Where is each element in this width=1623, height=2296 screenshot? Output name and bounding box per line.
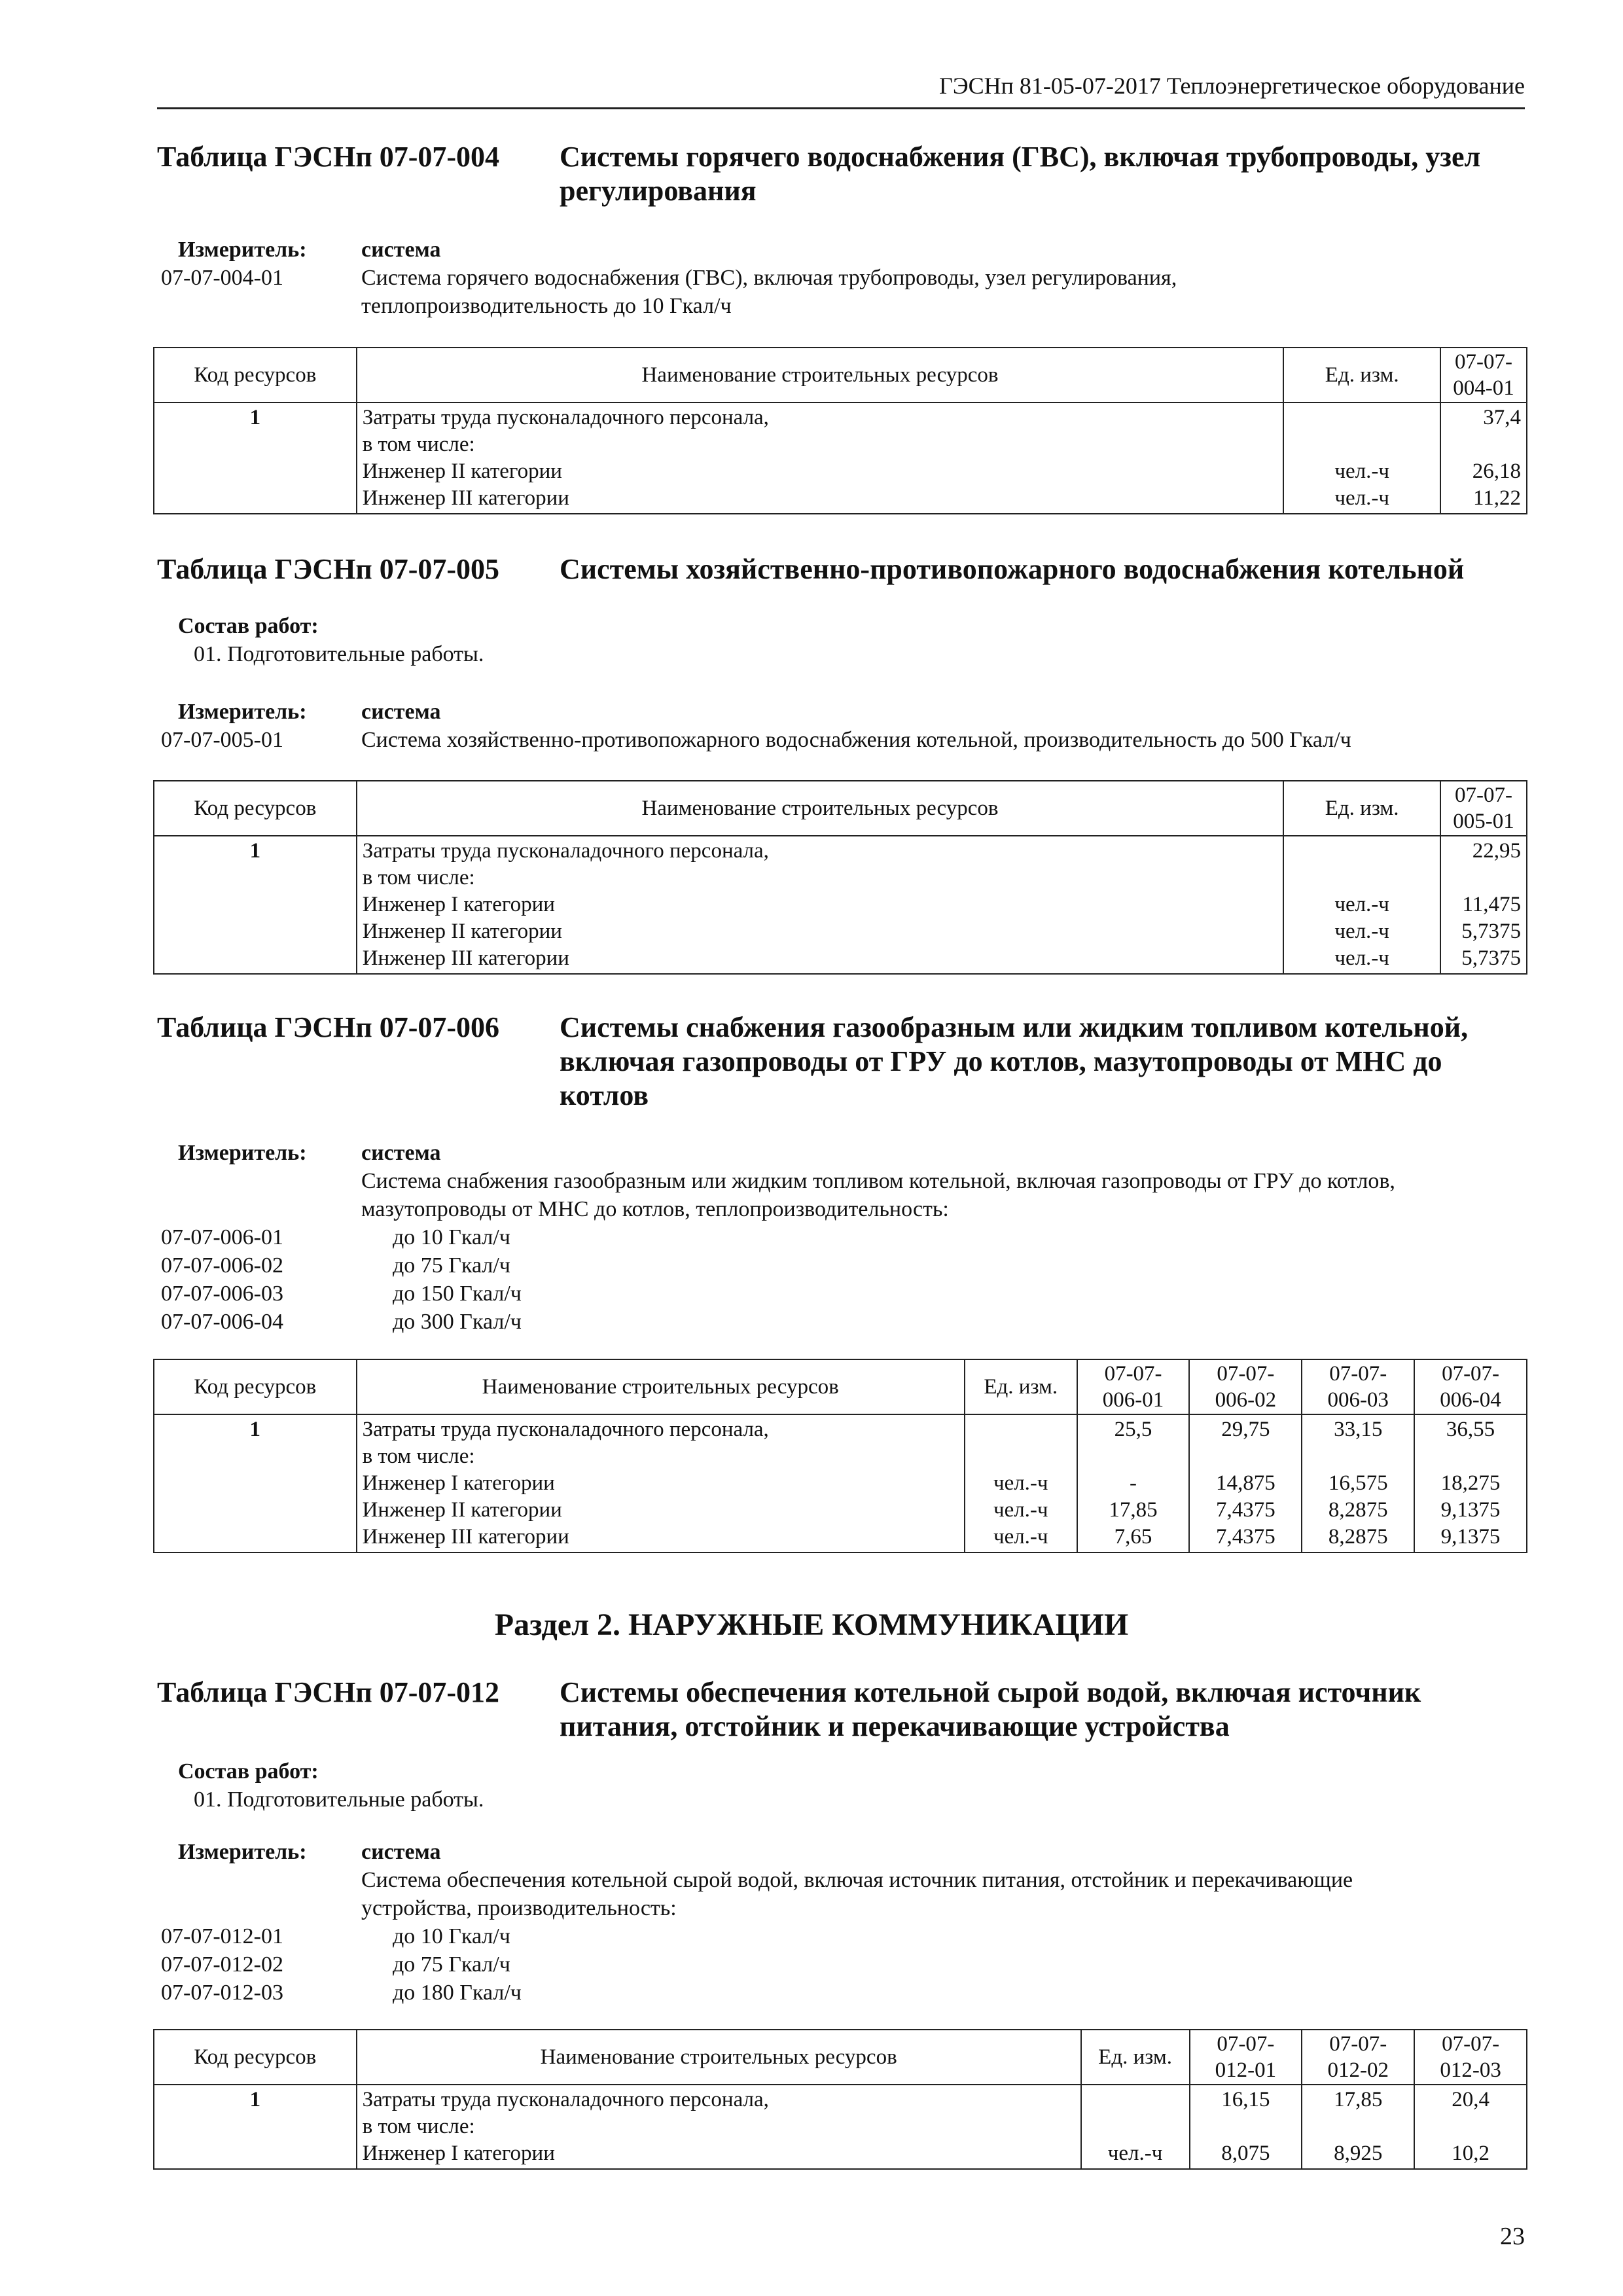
norm-desc-004-01-line2: теплопроизводительность до 10 Гкал/ч bbox=[361, 294, 732, 318]
col-header-norm: 07-07- 006-02 bbox=[1189, 1359, 1302, 1414]
meter-value-006: система bbox=[361, 1141, 441, 1165]
table-row bbox=[154, 1414, 1527, 1552]
resource-value: 20,4 10,2 bbox=[1414, 2085, 1527, 2169]
resource-value: 36,55 18,275 9,1375 9,1375 bbox=[1414, 1414, 1527, 1552]
norm-code-012-01: 07-07-012-01 bbox=[161, 1924, 283, 1948]
col-header-name: Наименование строительных ресурсов bbox=[357, 1359, 965, 1414]
col-header-norm: 07-07- 012-03 bbox=[1414, 2030, 1527, 2085]
resource-unit: чел.-ч bbox=[1081, 2085, 1190, 2169]
col-header-name: Наименование строительных ресурсов bbox=[357, 2030, 1081, 2085]
table-title-012: Системы обеспечения котельной сырой водой, включая источник питания, отстойник и перекачивающие устройства bbox=[560, 1676, 1421, 1742]
norm-code-006-03: 07-07-006-03 bbox=[161, 1282, 283, 1306]
norm-code-006-01: 07-07-006-01 bbox=[161, 1225, 283, 1249]
resource-value: 37,4 26,18 11,22 bbox=[1440, 403, 1527, 514]
resource-table-006 bbox=[153, 1359, 1527, 1553]
table-row bbox=[154, 2085, 1527, 2169]
norm-item-006-01: до 10 Гкал/ч bbox=[393, 1225, 510, 1249]
norm-code-012-03: 07-07-012-03 bbox=[161, 1981, 283, 2005]
table-label-012: Таблица ГЭСНп 07-07-012 bbox=[157, 1676, 500, 1708]
col-header-norm: 07-07- 012-01 bbox=[1190, 2030, 1302, 2085]
col-header-unit: Ед. изм. bbox=[965, 1359, 1077, 1414]
norm-desc-004-01-line1: Система горячего водоснабжения (ГВС), включая трубопроводы, узел регулирования, bbox=[361, 266, 1177, 290]
composition-label-005: Состав работ: bbox=[178, 614, 319, 638]
resource-value: 33,15 16,575 8,2875 8,2875 bbox=[1302, 1414, 1414, 1552]
table-title-006: Системы снабжения газообразным или жидким топливом котельной, включая газопроводы от ГРУ до котлов, мазутопроводы от МНС до котлов bbox=[560, 1011, 1469, 1111]
meter-label-012: Измеритель: bbox=[178, 1840, 307, 1864]
norm-code-006-04: 07-07-006-04 bbox=[161, 1310, 283, 1334]
page-number: 23 bbox=[1500, 2223, 1525, 2250]
table-label-005: Таблица ГЭСНп 07-07-005 bbox=[157, 553, 500, 585]
norm-desc-006-line1: Система снабжения газообразным или жидким топливом котельной, включая газопроводы от ГРУ до котлов, bbox=[361, 1169, 1395, 1193]
meter-value-004: система bbox=[361, 238, 441, 262]
resource-value: 25,5 - 17,85 7,65 bbox=[1077, 1414, 1190, 1552]
col-header-unit: Ед. изм. bbox=[1283, 781, 1440, 836]
col-header-unit: Ед. изм. bbox=[1081, 2030, 1190, 2085]
composition-label-012: Состав работ: bbox=[178, 1759, 319, 1784]
resource-unit: чел.-ч чел.-ч bbox=[1283, 403, 1440, 514]
norm-item-012-03: до 180 Гкал/ч bbox=[393, 1981, 522, 2005]
resource-name: Затраты труда пусконаладочного персонала, в том числе: Инженер I категории bbox=[357, 2085, 1081, 2169]
col-header-code: Код ресурсов bbox=[154, 1359, 357, 1414]
resource-code: 1 bbox=[154, 836, 357, 974]
col-header-code: Код ресурсов bbox=[154, 2030, 357, 2085]
norm-item-006-02: до 75 Гкал/ч bbox=[393, 1253, 510, 1278]
table-title-005: Системы хозяйственно-противопожарного водоснабжения котельной bbox=[560, 553, 1465, 585]
running-header: ГЭСНп 81-05-07-2017 Теплоэнергетическое оборудование bbox=[939, 73, 1525, 99]
resource-table-004 bbox=[153, 347, 1527, 514]
resource-code: 1 bbox=[154, 1414, 357, 1552]
resource-unit: чел.-ч чел.-ч чел.-ч bbox=[1283, 836, 1440, 974]
table-label-004: Таблица ГЭСНп 07-07-004 bbox=[157, 141, 500, 173]
col-header-norm: 07-07- 005-01 bbox=[1440, 781, 1527, 836]
meter-value-005: система bbox=[361, 700, 441, 724]
col-header-name: Наименование строительных ресурсов bbox=[357, 348, 1284, 403]
table-title-004: Системы горячего водоснабжения (ГВС), включая трубопроводы, узел регулирования bbox=[560, 141, 1481, 207]
norm-item-006-04: до 300 Гкал/ч bbox=[393, 1310, 522, 1334]
meter-label-005: Измеритель: bbox=[178, 700, 307, 724]
norm-item-012-01: до 10 Гкал/ч bbox=[393, 1924, 510, 1948]
col-header-norm: 07-07- 006-01 bbox=[1077, 1359, 1190, 1414]
composition-item-005: 01. Подготовительные работы. bbox=[194, 642, 484, 666]
table-row bbox=[154, 403, 1527, 514]
norm-item-012-02: до 75 Гкал/ч bbox=[393, 1952, 510, 1977]
table-label-006: Таблица ГЭСНп 07-07-006 bbox=[157, 1011, 500, 1043]
resource-value: 17,85 8,925 bbox=[1302, 2085, 1414, 2169]
resource-table-005 bbox=[153, 780, 1527, 975]
col-header-norm: 07-07- 012-02 bbox=[1302, 2030, 1414, 2085]
col-header-code: Код ресурсов bbox=[154, 781, 357, 836]
resource-value: 22,95 11,475 5,7375 5,7375 bbox=[1440, 836, 1527, 974]
resource-name: Затраты труда пусконаладочного персонала, в том числе: Инженер II категории Инженер III категории bbox=[357, 403, 1284, 514]
resource-value: 16,15 8,075 bbox=[1190, 2085, 1302, 2169]
norm-item-006-03: до 150 Гкал/ч bbox=[393, 1282, 522, 1306]
norm-code-012-02: 07-07-012-02 bbox=[161, 1952, 283, 1977]
resource-code: 1 bbox=[154, 403, 357, 514]
resource-code: 1 bbox=[154, 2085, 357, 2169]
norm-desc-006-line2: мазутопроводы от МНС до котлов, теплопроизводительность: bbox=[361, 1197, 949, 1221]
meter-value-012: система bbox=[361, 1840, 441, 1864]
norm-desc-012-line1: Система обеспечения котельной сырой водой, включая источник питания, отстойник и перекачивающие bbox=[361, 1868, 1353, 1892]
norm-desc-005-01: Система хозяйственно-противопожарного водоснабжения котельной, производительность до 500 Гкал/ч bbox=[361, 728, 1351, 752]
col-header-name: Наименование строительных ресурсов bbox=[357, 781, 1284, 836]
norm-desc-012-line2: устройства, производительность: bbox=[361, 1896, 677, 1920]
meter-label-006: Измеритель: bbox=[178, 1141, 307, 1165]
norm-code-004-01: 07-07-004-01 bbox=[161, 266, 283, 290]
meter-label-004: Измеритель: bbox=[178, 238, 307, 262]
resource-value: 29,75 14,875 7,4375 7,4375 bbox=[1189, 1414, 1302, 1552]
col-header-norm: 07-07- 006-04 bbox=[1414, 1359, 1527, 1414]
resource-table-012 bbox=[153, 2029, 1527, 2170]
col-header-norm: 07-07- 006-03 bbox=[1302, 1359, 1414, 1414]
norm-code-005-01: 07-07-005-01 bbox=[161, 728, 283, 752]
composition-item-012: 01. Подготовительные работы. bbox=[194, 1787, 484, 1812]
header-rule bbox=[157, 107, 1525, 109]
resource-unit: чел.-ч чел.-ч чел.-ч bbox=[965, 1414, 1077, 1552]
section-title: Раздел 2. НАРУЖНЫЕ КОММУНИКАЦИИ bbox=[494, 1607, 1129, 1642]
resource-name: Затраты труда пусконаладочного персонала, в том числе: Инженер I категории Инженер II категории Инженер III категории bbox=[357, 836, 1284, 974]
resource-name: Затраты труда пусконаладочного персонала, в том числе: Инженер I категории Инженер II категории Инженер III категории bbox=[357, 1414, 965, 1552]
col-header-norm: 07-07- 004-01 bbox=[1440, 348, 1527, 403]
col-header-code: Код ресурсов bbox=[154, 348, 357, 403]
table-row bbox=[154, 836, 1527, 974]
col-header-unit: Ед. изм. bbox=[1283, 348, 1440, 403]
norm-code-006-02: 07-07-006-02 bbox=[161, 1253, 283, 1278]
